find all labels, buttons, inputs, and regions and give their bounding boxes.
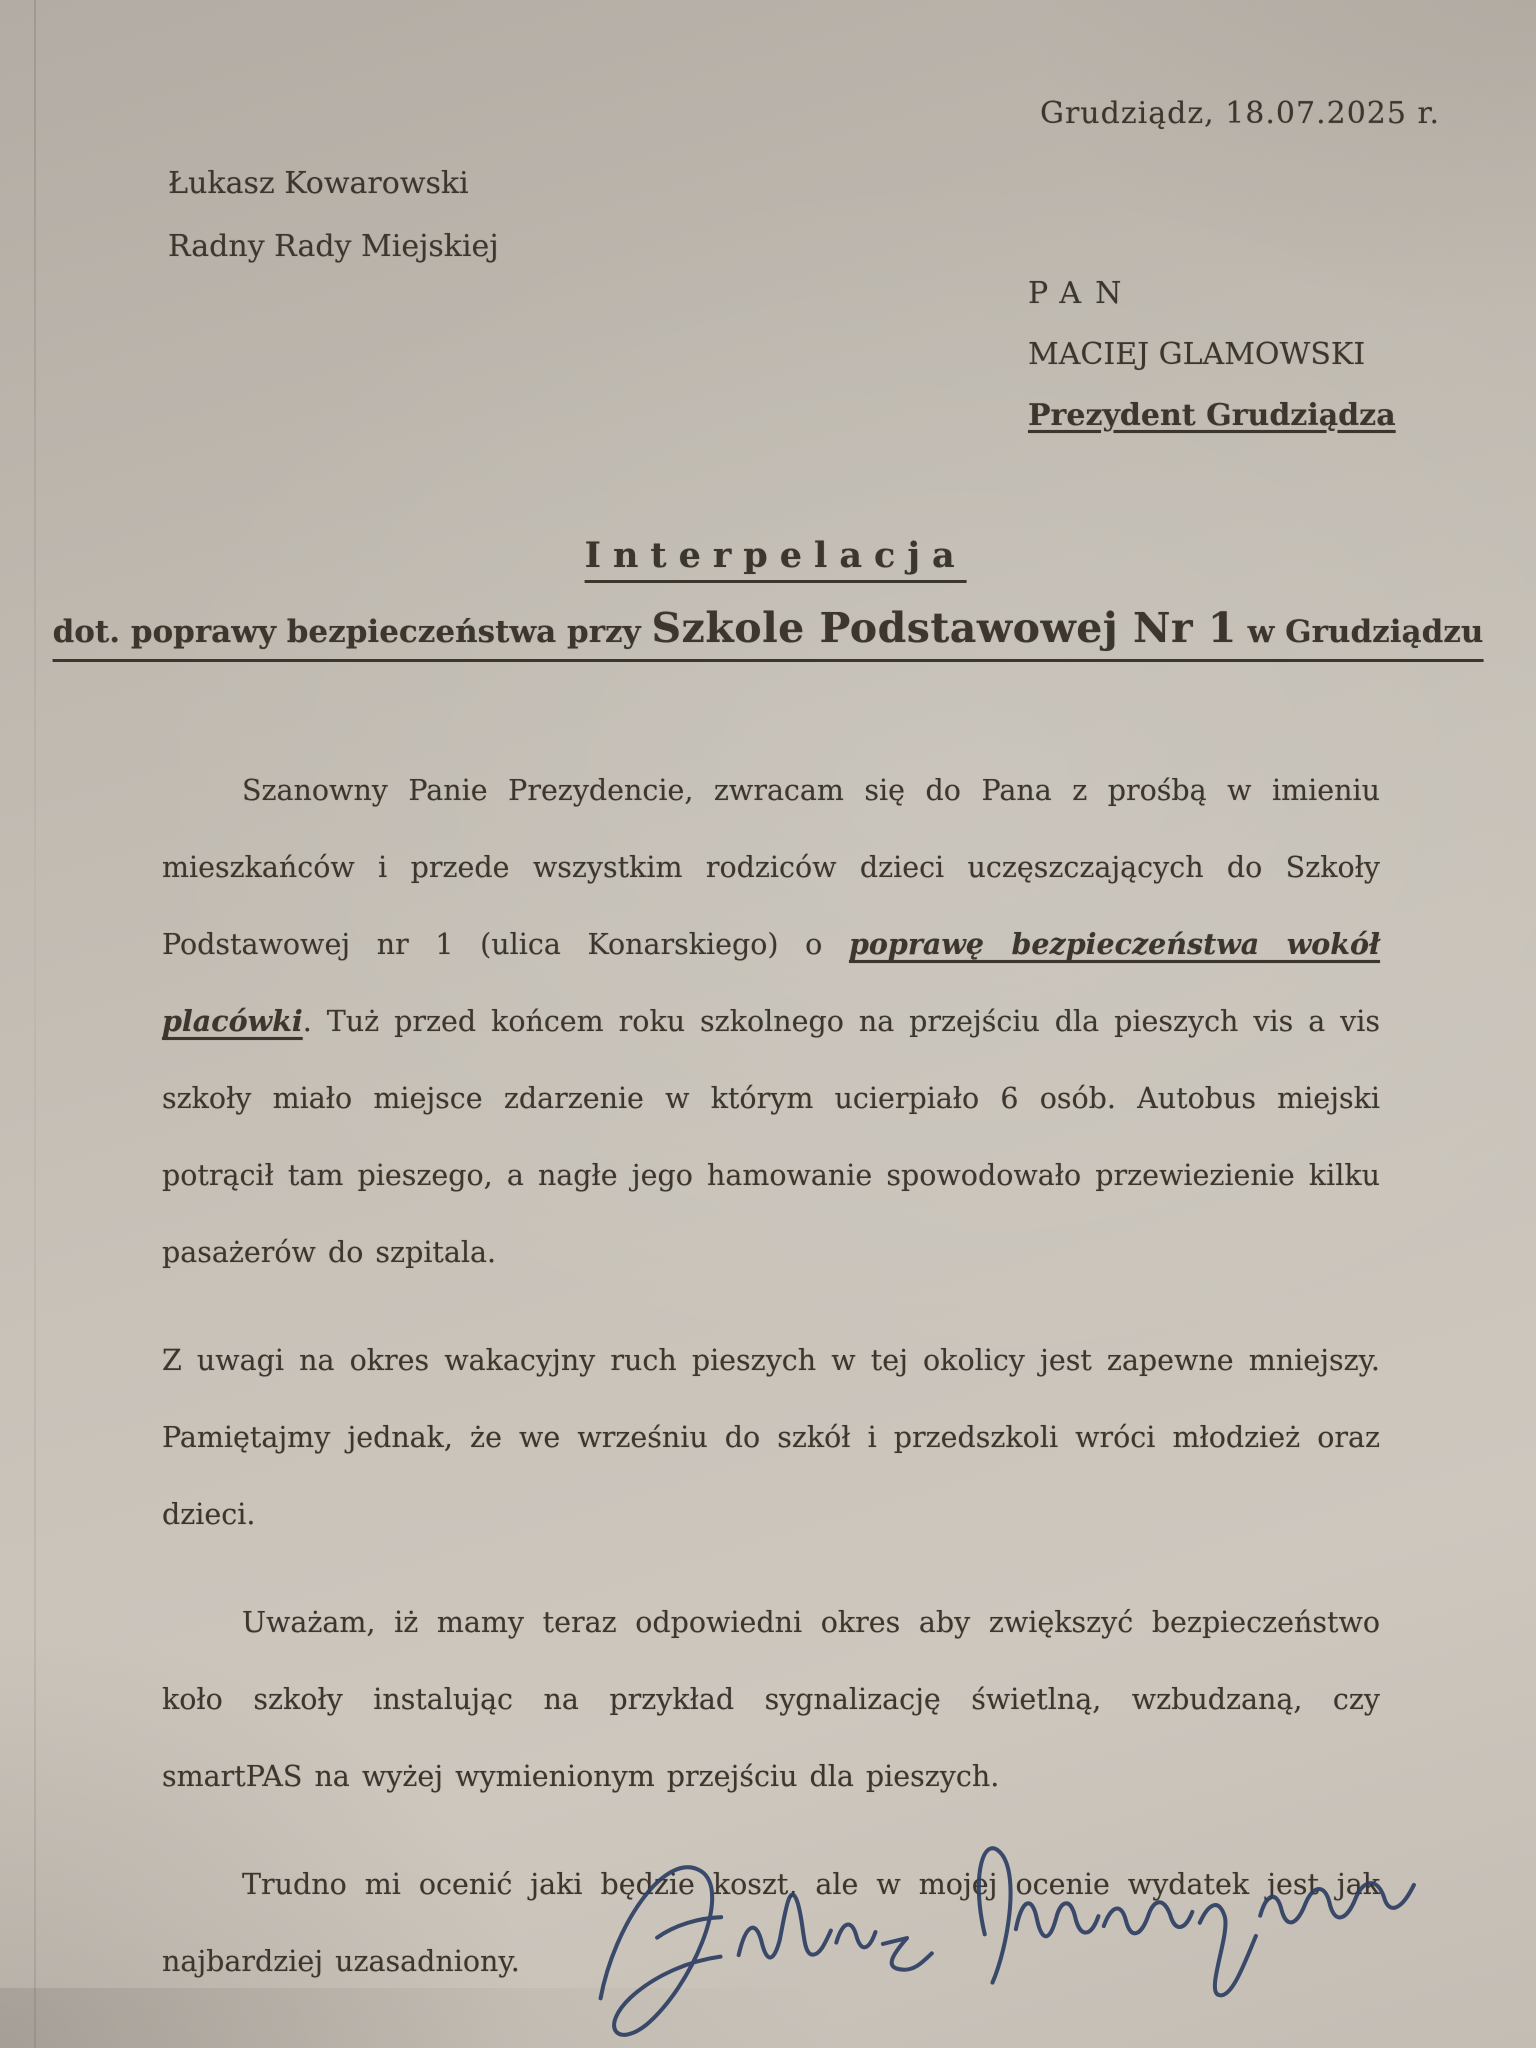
paragraph bbox=[162, 1322, 1380, 1553]
subject-suffix: w Grudziądzu bbox=[1236, 614, 1484, 650]
emphasized-phrase: poprawę bezpieczeństwa wokół placówki bbox=[162, 927, 1381, 1038]
subject-prefix: dot. poprawy bezpieczeństwa przy bbox=[52, 614, 652, 650]
paragraph-text: Trudno mi ocenić jaki będzie koszt, ale w mojej ocenie wydatek jest jak najbardziej uzasadniony. bbox=[162, 1868, 1380, 1978]
photo-shadow bbox=[0, 1988, 1536, 2048]
recipient-block bbox=[1028, 276, 1396, 459]
document-subject bbox=[53, 604, 1484, 662]
paragraph bbox=[162, 1584, 1380, 1815]
paragraph-text: Uważam, iż mamy teraz odpowiedni okres aby zwiększyć bezpieczeństwo koło szkoły instalując na przykład sygnalizację świetlną, wzbudzaną, czy smartPAS na wyżej wymienionym przejściu dla pieszych. bbox=[162, 1606, 1380, 1793]
recipient-salutation: PAN bbox=[1028, 276, 1136, 311]
document-title: Interpelacja bbox=[585, 535, 967, 583]
paragraph-text: Z uwagi na okres wakacyjny ruch pieszych w tej okolicy jest zapewne mniejszy. Pamiętajmy jednak, że we wrześniu do szkół i przedszkoli wróci młodzież oraz dzieci. bbox=[162, 1344, 1380, 1531]
date-line: Grudziądz, 18.07.2025 r. bbox=[1040, 96, 1441, 131]
sender-block bbox=[168, 166, 499, 292]
recipient-title: Prezydent Grudziądza bbox=[1028, 398, 1396, 433]
paper-crease bbox=[34, 0, 36, 2048]
paragraph-text: Szanowny Panie Prezydencie, zwracam się do Pana z prośbą w imieniu mieszkańców i przede wszystkim rodziców dzieci uczęszczających do Szkoły Podstawowej nr 1 (ulica Konarskiego) o bbox=[162, 774, 1380, 961]
sender-name: Łukasz Kowarowski bbox=[168, 166, 469, 201]
recipient-name: MACIEJ GLAMOWSKI bbox=[1028, 337, 1366, 372]
paragraph bbox=[162, 752, 1380, 1291]
subject-emphasis: Szkole Podstawowej Nr 1 bbox=[651, 604, 1237, 652]
paragraph-text: . Tuż przed końcem roku szkolnego na przejściu dla pieszych vis a vis szkoły miało miejsce zdarzenie w którym ucierpiało 6 osób. Autobus miejski potrącił tam pieszego, a nagłe jego hamowanie spowodowało przewiezienie kilku pasażerów do szpitala. bbox=[162, 1005, 1380, 1269]
sender-title: Radny Rady Miejskiej bbox=[168, 229, 499, 264]
